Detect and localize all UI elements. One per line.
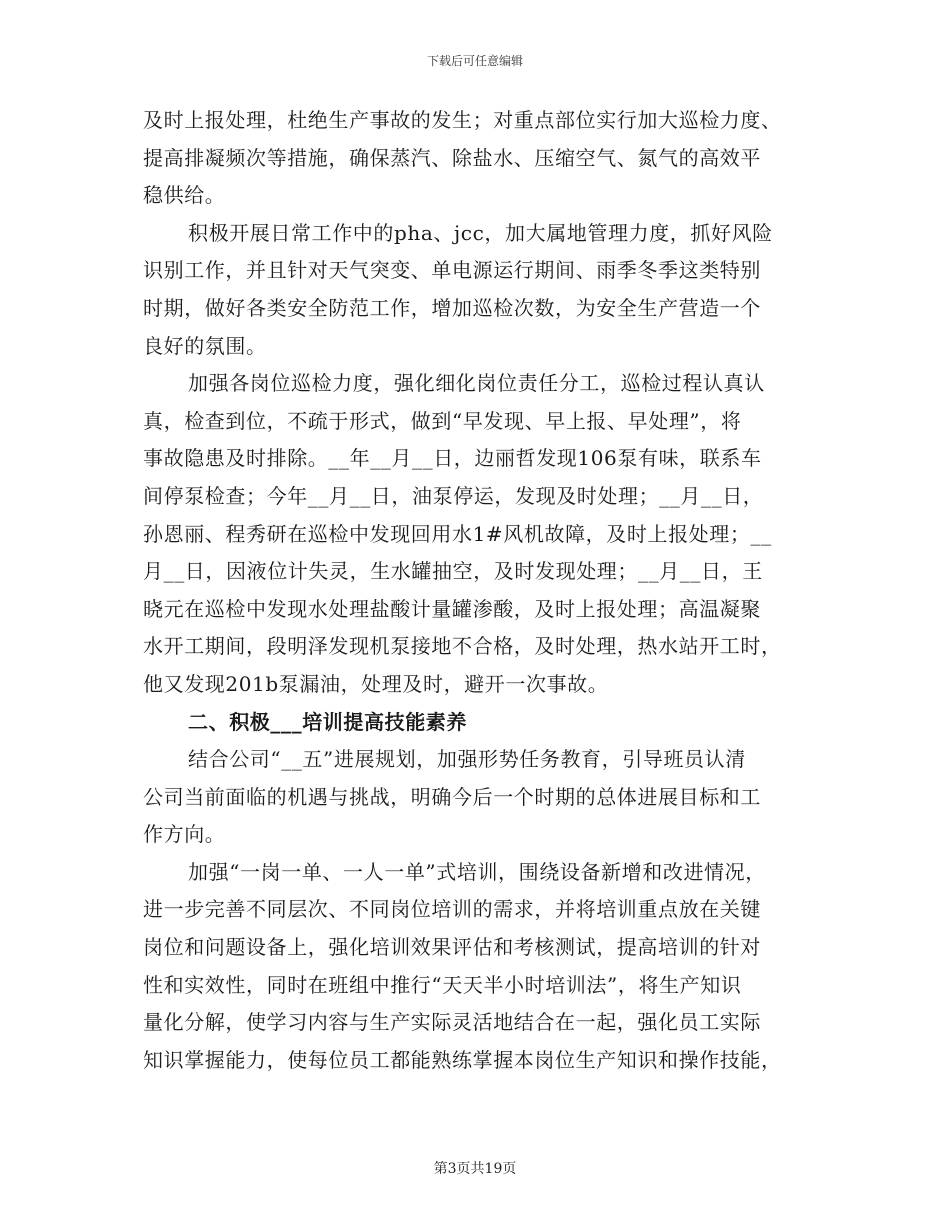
text-line: 积极开展日常工作中的pha、jcc，加大属地管理力度，抓好风险 [188, 220, 773, 245]
document-body [143, 102, 803, 1079]
text-line: 加强各岗位巡检力度，强化细化岗位责任分工，巡检过程认真认 [188, 371, 765, 396]
text-line: 月__日，因液位计失灵，生水罐抽空，及时发现处理；__月__日，王 [143, 559, 763, 584]
text-line: 量化分解，使学习内容与生产实际灵活地结合在一起，强化员工实际 [143, 1010, 761, 1035]
text-line: 性和实效性，同时在班组中推行“天天半小时培训法”，将生产知识 [143, 972, 742, 997]
text-line: 时期，做好各类安全防范工作，增加巡检次数，为安全生产营造一个 [143, 295, 761, 320]
text-line: 事故隐患及时排除。__年__月__日，边丽哲发现106泵有味，联系车 [143, 446, 762, 471]
text-line: 孙恩丽、程秀研在巡检中发现回用水1#风机故障，及时上报处理；__ [143, 521, 772, 546]
text-line: 晓元在巡检中发现水处理盐酸计量罐渗酸，及时上报处理；高温凝聚 [143, 596, 761, 621]
text-line: 水开工期间，段明泽发现机泵接地不合格，及时处理，热水站开工时， [143, 634, 782, 659]
text-line: 岗位和问题设备上，强化培训效果评估和考核测试，提高培训的针对 [143, 935, 761, 960]
text-line: 公司当前面临的机遇与挑战，明确今后一个时期的总体进展目标和工 [143, 784, 761, 809]
text-line: 识别工作，并且针对天气突变、单电源运行期间、雨季冬季这类特别 [143, 258, 761, 283]
text-line: 知识掌握能力，使每位员工都能熟练掌握本岗位生产知识和操作技能， [143, 1047, 782, 1072]
text-line: 良好的氛围。 [143, 333, 267, 358]
text-line: 真，检查到位，不疏于形式，做到“早发现、早上报、早处理”，将 [143, 408, 742, 433]
page-header: 下载后可任意编辑 [426, 54, 523, 68]
page-number: 第3页共19页 [433, 1161, 517, 1177]
text-line: 稳供给。 [143, 183, 226, 208]
text-line: 进一步完善不同层次、不同岗位培训的需求，并将培训重点放在关键 [143, 897, 761, 922]
text-line: 作方向。 [143, 822, 226, 847]
text-line: 加强“一岗一单、一人一单”式培训，围绕设备新增和改进情况， [188, 859, 766, 884]
text-line: 及时上报处理，杜绝生产事故的发生；对重点部位实行加大巡检力度、 [143, 108, 782, 132]
text-line: 结合公司“__五”进展规划，加强形势任务教育，引导班员认清 [188, 747, 746, 772]
text-line: 提高排凝频次等措施，确保蒸汽、除盐水、压缩空气、氮气的高效平 [143, 145, 761, 170]
text-line: 他又发现201b泵漏油，处理及时，避开一次事故。 [143, 671, 609, 696]
section-heading: 二、积极___培训提高技能素养 [188, 709, 467, 734]
text-line: 间停泵检查；今年__月__日，油泵停运，发现及时处理；__月__日， [143, 483, 764, 508]
